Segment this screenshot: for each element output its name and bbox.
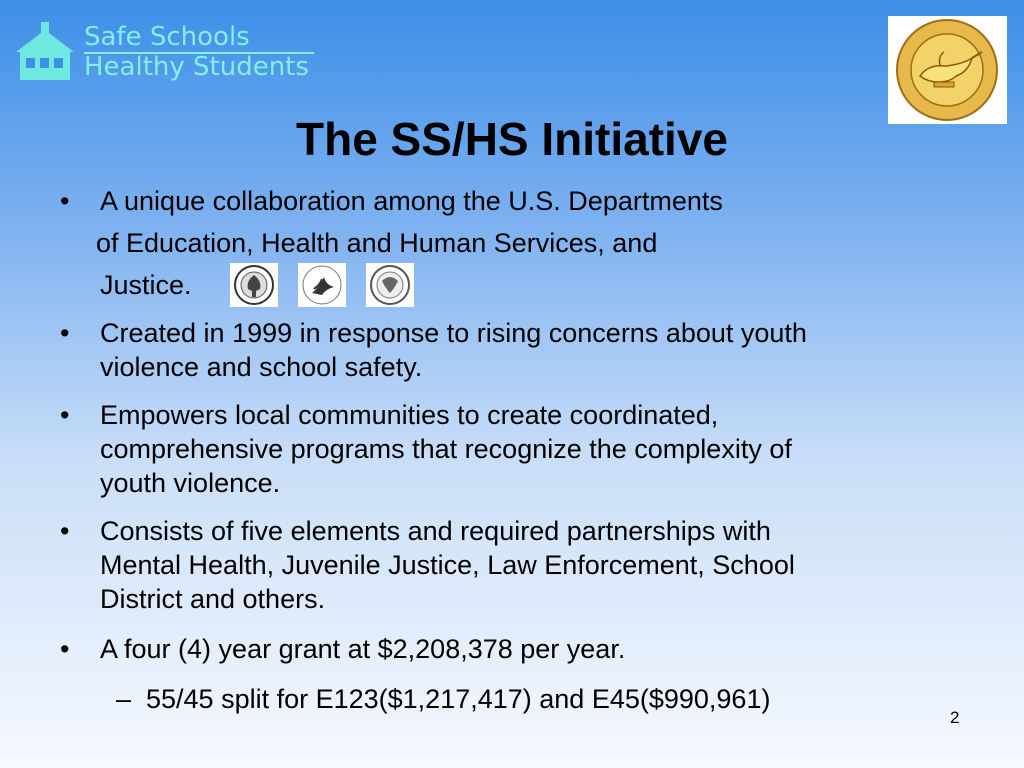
- bullet-marker: •: [60, 634, 70, 664]
- bullet-marker: •: [60, 318, 70, 348]
- bullet-1-line-3: Justice.: [100, 270, 192, 300]
- bullet-3-line-1: Empowers local communities to create coordinated,: [100, 400, 719, 430]
- schoolhouse-icon: [14, 22, 76, 84]
- bullet-4-line-1: Consists of five elements and required partnerships with: [100, 516, 771, 546]
- district-seal: [888, 16, 1007, 124]
- page-number: 2: [950, 708, 960, 727]
- bullet-3-line-2: comprehensive programs that recognize the complexity of: [100, 434, 792, 464]
- bullet-marker: •: [60, 400, 70, 430]
- bullet-1-line-2: of Education, Health and Human Services, and: [96, 228, 658, 258]
- bullet-marker: •: [60, 516, 70, 546]
- bullet-2-line-2: violence and school safety.: [100, 352, 423, 382]
- lamp-seal-icon: [888, 16, 1007, 124]
- education-seal-icon: [230, 263, 278, 307]
- bullet-3-line-3: youth violence.: [100, 468, 281, 498]
- safe-schools-logo: [14, 20, 314, 90]
- bullet-4-line-2: Mental Health, Juvenile Justice, Law Enforcement, School: [100, 550, 795, 580]
- seal-text: [888, 16, 889, 17]
- justice-seal-icon: [366, 263, 414, 307]
- bullet-1-line-1: A unique collaboration among the U.S. Departments: [100, 186, 723, 216]
- bullet-marker: •: [60, 186, 70, 216]
- sub-bullet-text: 55/45 split for E123($1,217,417) and E45($990,961): [146, 684, 771, 714]
- bullet-5-line-1: A four (4) year grant at $2,208,378 per year.: [100, 634, 626, 664]
- logo-line-2: Healthy Students: [84, 52, 309, 82]
- slide-title: The SS/HS Initiative: [296, 113, 728, 165]
- logo-underline: [84, 50, 314, 56]
- bullet-2-line-1: Created in 1999 in response to rising concerns about youth: [100, 318, 807, 348]
- sub-bullet-marker: –: [116, 684, 132, 714]
- bullet-4-line-3: District and others.: [100, 584, 326, 614]
- hhs-seal-icon: [298, 263, 346, 307]
- logo-line-1: Safe Schools: [84, 22, 250, 52]
